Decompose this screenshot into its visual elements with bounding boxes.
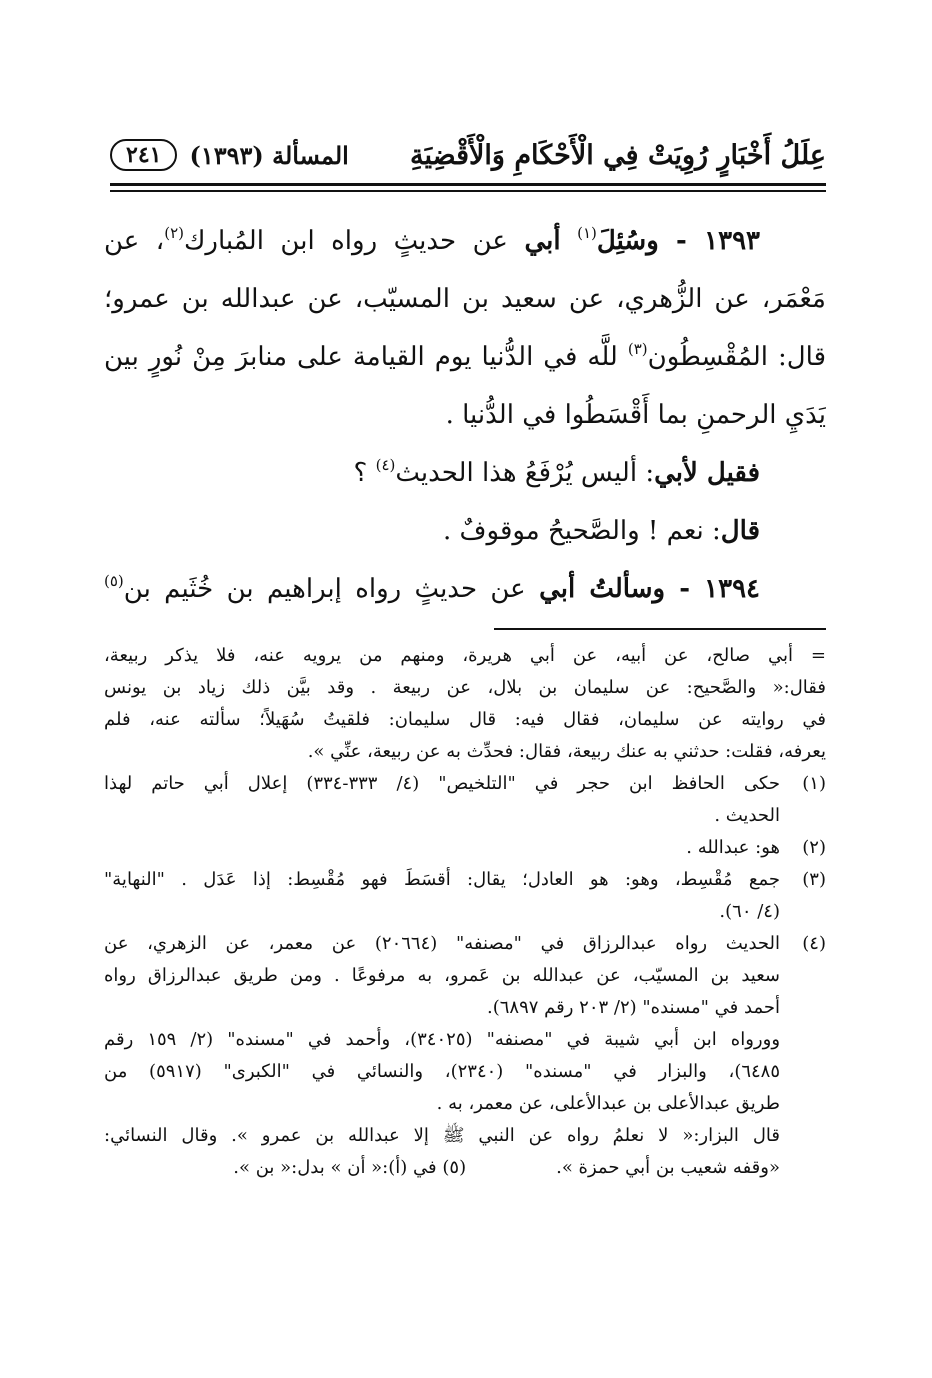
- header-rule-thin: [110, 190, 826, 192]
- answer-label: قال: [720, 516, 760, 546]
- footnote-3: [104, 864, 826, 928]
- footnotes: [104, 640, 826, 1184]
- footnote-line: «وقفه شعيب بن أبي حمزة ».: [556, 1157, 780, 1178]
- entry-1393-line-2: مَعْمَر، عن الزُّهري، عن سعيد بن المسيّب، عن عبدالله بن عمرو؛: [104, 284, 826, 314]
- footnote-continuation-line: = أبي صالح، عن أبيه، عن أبي هريرة، ومنهم من يرويه عنه، فلا يذكر ربيعة،: [104, 645, 826, 666]
- question-text: : أليس يُرْفَعُ هذا الحديث: [395, 458, 655, 488]
- question-label: فقيل لأبي: [654, 458, 760, 488]
- footnote-2: [104, 832, 826, 864]
- footnote-continuation-line: فقال:« والصَّحيح: عن سليمان بن بلال، عن ربيعة . وقد بيَّن ذلك زياد بن يونس: [104, 677, 826, 698]
- footnote-line: سعيد بن المسيّب، عن عبدالله بن عَمرو، به مرفوعًا . ومن طريق عبدالرزاق رواه: [104, 965, 780, 986]
- footnote-line: أحمد في "مسنده" (٢/ ٢٠٣ رقم ٦٨٩٧).: [487, 997, 780, 1018]
- footnote-4: [104, 928, 826, 1184]
- question-footnote-ref: (٤): [375, 456, 396, 474]
- header-left-group: [110, 139, 349, 171]
- footnote-line: الحديث .: [714, 805, 780, 826]
- footnote-number: (٢): [802, 837, 826, 858]
- question-end: ؟: [353, 458, 376, 488]
- footnote-line: طريق عبدالأعلى بن عبدالأعلى، عن معمر، به .: [436, 1093, 780, 1114]
- page-header: [110, 132, 826, 178]
- entry-1393-line-3: قال: المُقْسِطُون$^{(٣)}$ للَّه في الدُّنيا يوم القيامة على منابرَ مِنْ نُورٍ بين: [104, 340, 826, 372]
- main-text: [104, 212, 826, 618]
- question-reference: المسألة (١٣٩٣): [189, 140, 349, 170]
- entry-1394-line-1: ١٣٩٤ - وسألتُ أبي عن حديثٍ رواه إبراهيم بن خُثَيم بن$^{(٥)}$: [104, 572, 760, 604]
- footnote-line: هو: عبدالله .: [686, 837, 780, 858]
- answer-text: : نعم ! والصَّحيحُ موقوفٌ .: [443, 516, 721, 546]
- running-title: عِلَلُ أَخْبَارٍ رُوِيَتْ فِي الْأَحْكَامِ وَالْأَقْضِيَةِ: [410, 139, 826, 171]
- entry-1393-line-4: يَدَيِ الرحمنِ بما أَقْسَطُوا في الدُّنيا .: [445, 400, 826, 430]
- footnote-continuation-line: في روايته عن سليمان، فقال فيه: قال سليمان: فلقيتُ سُهَيلاً؛ سألته عنه، فلم: [104, 709, 826, 730]
- footnote-number: (٣): [802, 869, 826, 890]
- footnote-5-text: في (أ):« أن » بدل:« بن ».: [233, 1157, 437, 1178]
- footnote-continuation-line: يعرفه، فقلت: حدثني به عنك ربيعة، فقال: فحدِّث به عن ربيعة، عنِّي ».: [307, 741, 826, 762]
- footnote-line-with-note-5: [104, 1152, 780, 1184]
- footnote-1: [104, 768, 826, 832]
- footnote-line: وورواه ابن أبي شيبة في "مصنفه" (٣٤٠٢٥)، وأحمد في "مسنده" (٢/ ١٥٩ رقم: [104, 1029, 780, 1050]
- footnote-line: (٤/ ٦٠).: [719, 901, 780, 922]
- question-line: [104, 444, 826, 502]
- entry-1393-line-1: ١٣٩٣ - وسُئِلَ$^{(١)}$ أبي عن حديثٍ رواه ابن المُبارك$^{(٢)}$، عن: [104, 224, 760, 256]
- header-rule-thick: [110, 183, 826, 186]
- footnote-line: قال البزار:« لا نعلمُ رواه عن النبي ﷺ إلا عبدالله بن عمرو ». وقال النسائي:: [104, 1125, 780, 1146]
- answer-line: [104, 502, 826, 560]
- page-number-badge: ٢٤١: [110, 139, 177, 171]
- footnote-line: حكى الحافظ ابن حجر في "التلخيص" (٤/ ٣٣٣-٣٣٤) إعلال أبي حاتم لهذا: [104, 773, 780, 794]
- footnote-number: (٥): [442, 1157, 467, 1178]
- footnote-line: الحديث رواه عبدالرزاق في "مصنفه" (٢٠٦٦٤) عن معمر، عن الزهري، عن: [104, 933, 780, 954]
- footnote-separator: [494, 628, 826, 630]
- footnote-number: (٤): [802, 933, 826, 954]
- footnote-line: ٦٤٨٥)، والبزار في "مسنده" (٢٣٤٠)، والنسائي في "الكبرى" (٥٩١٧) من: [104, 1061, 780, 1082]
- footnote-number: (١): [802, 773, 826, 794]
- footnote-line: جمع مُقْسِط، وهو: هو العادل؛ يقال: أقسَطَ فهو مُقْسِط: إذا عَدَل . "النهاية": [104, 869, 780, 890]
